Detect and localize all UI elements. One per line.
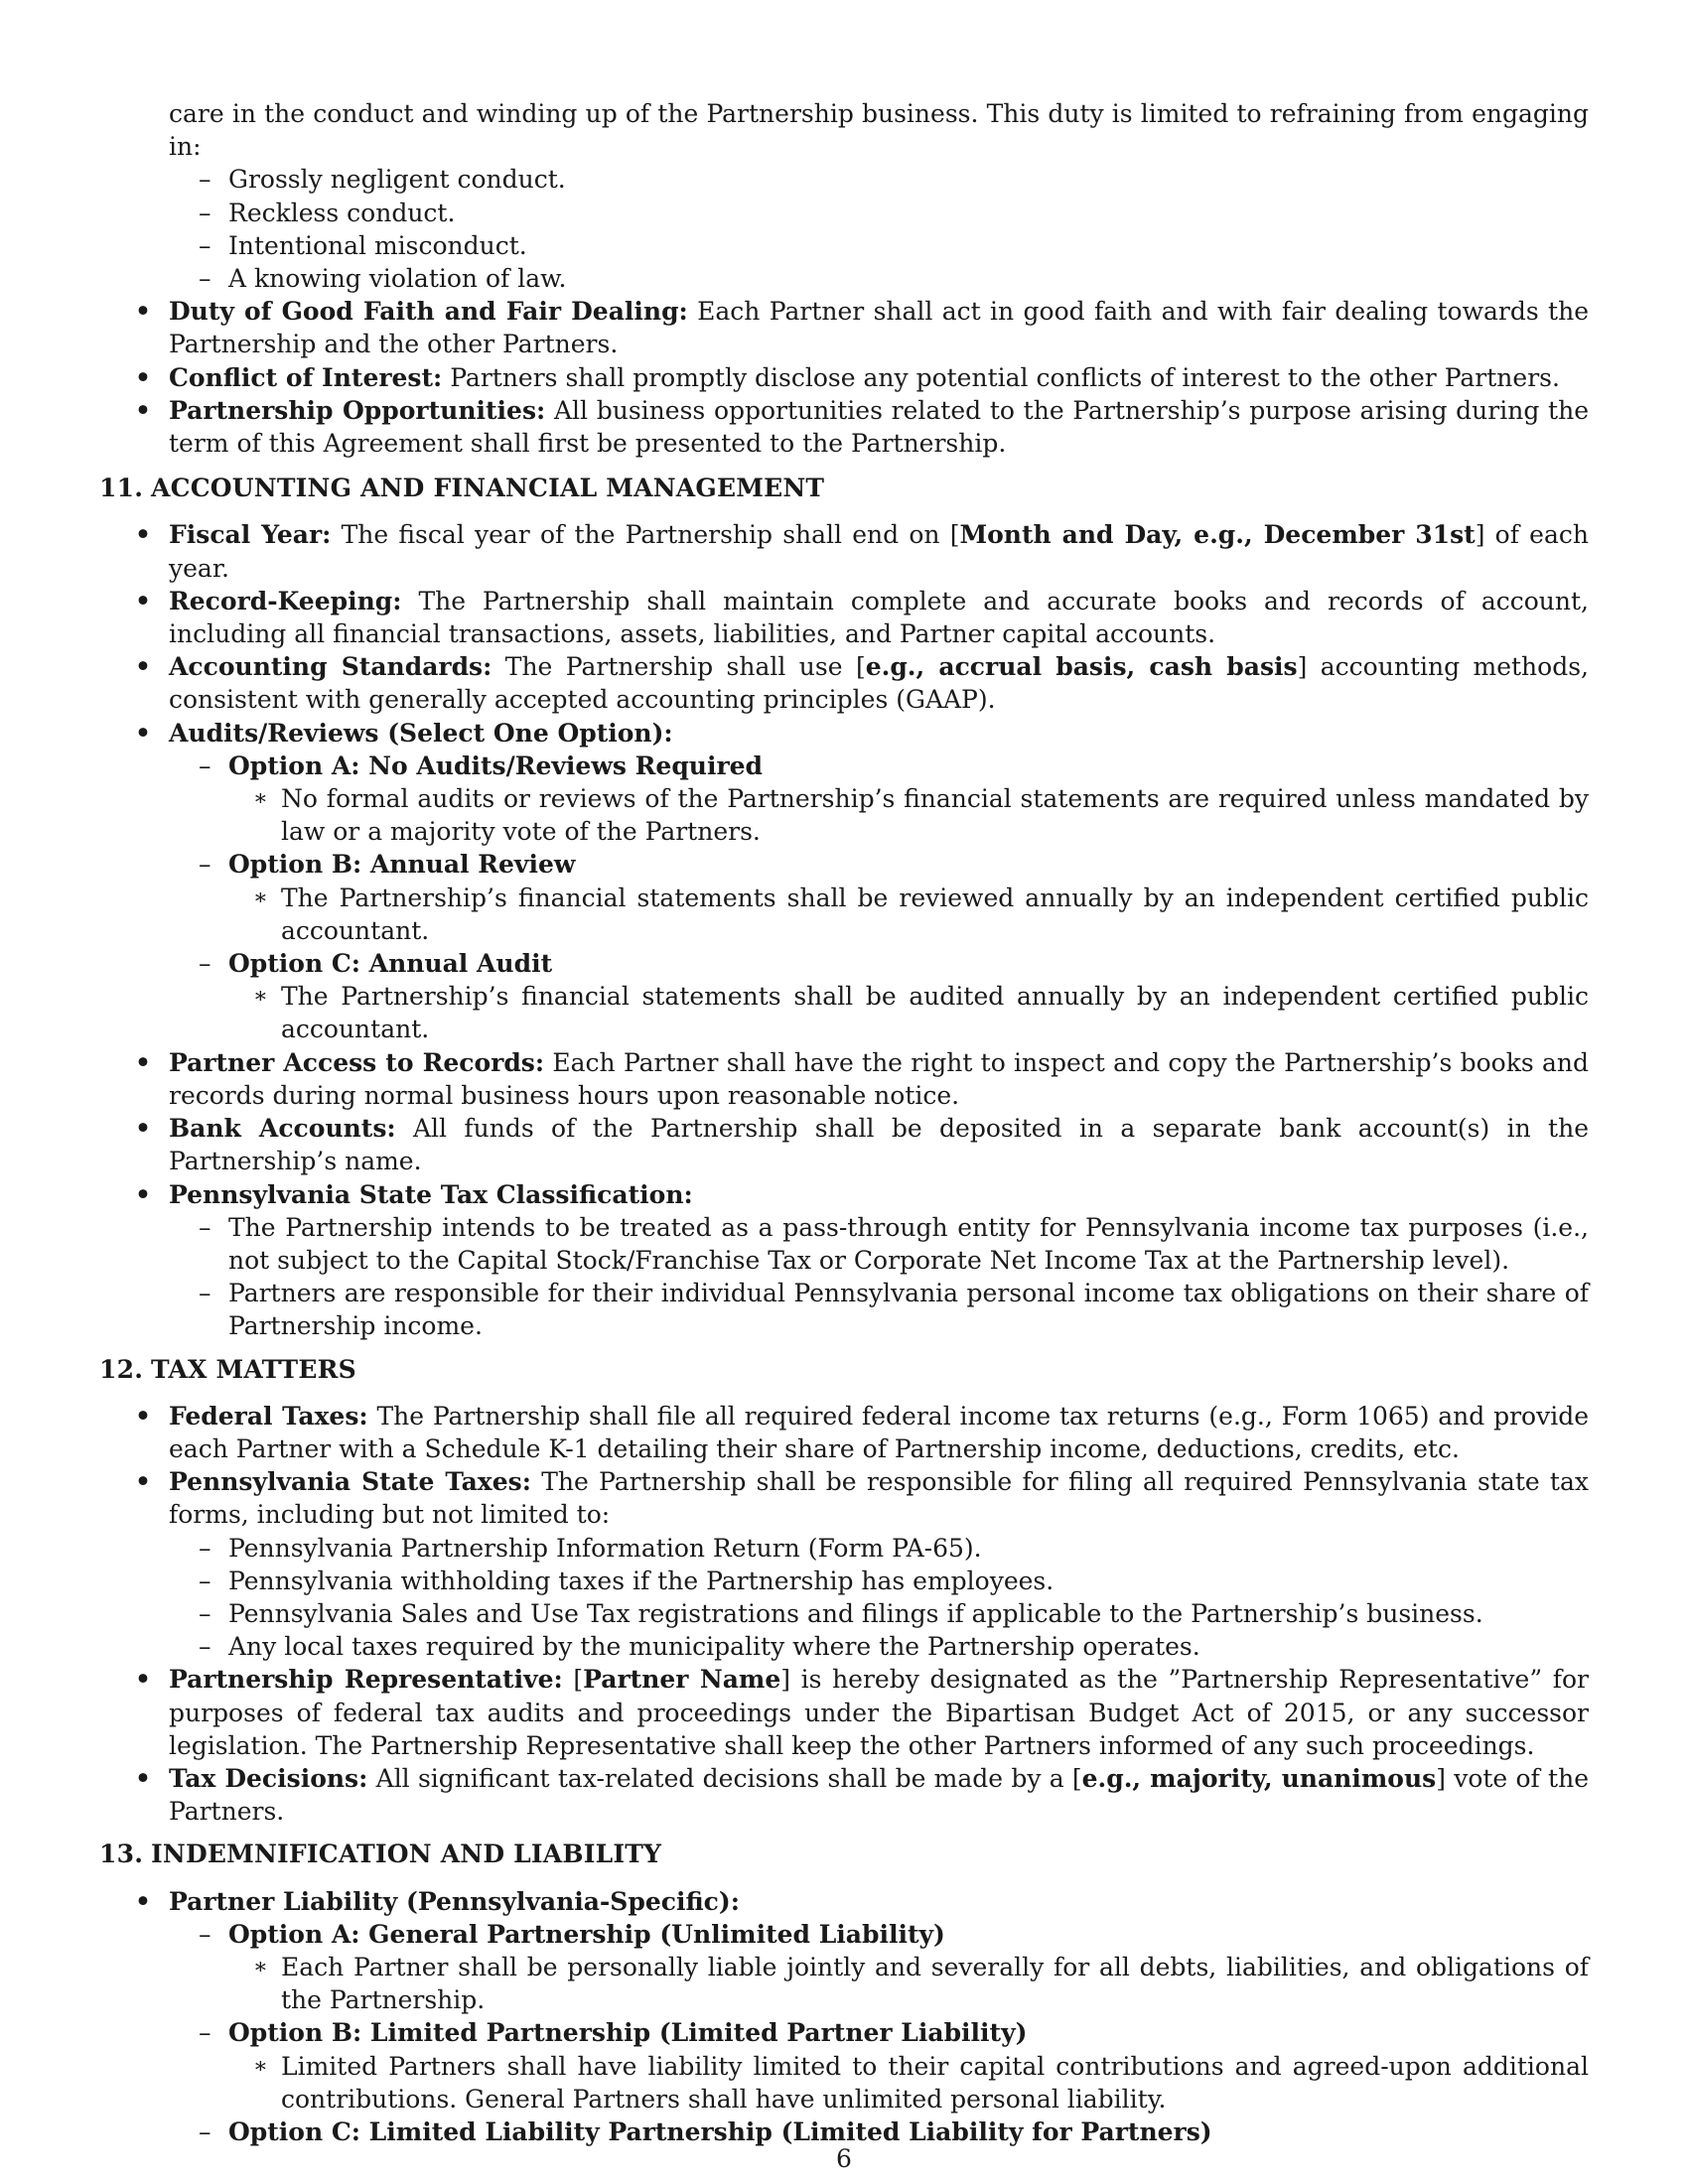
bullet-item: • Duty of Good Faith and Fair Dealing: Each Partner shall act in good faith and with fair dealing towards the Partnership and the other Partners. [135,297,1589,359]
bullet-marker: • [135,1665,151,1695]
bullet-item: • Partner Access to Records: Each Partner shall have the right to inspect and copy the Partnership’s books and records during normal business hours upon reasonable notice. [135,1047,1589,1110]
bullet-item: • Fiscal Year: The fiscal year of the Partnership shall end on [Month and Day, e.g., December 31st] of each year. [135,520,1589,583]
page-number: 6 [836,2144,852,2173]
bullet-item: • Pennsylvania State Taxes: The Partnership shall be responsible for filing all required Pennsylvania state tax forms, including but not limited to: [135,1467,1589,1530]
dash-marker: – [199,949,211,979]
bullet-marker: • [135,297,151,327]
list-item: – The Partnership intends to be treated as a pass-through entity for Pennsylvania income tax purposes (i.e., not subject to the Capital Stock/Franchise Tax or Corporate Net Income Tax at the Partnership level). [199,1212,1589,1275]
dash-marker: – [199,165,211,195]
bullet-marker: • [135,1114,151,1144]
dash-marker: – [199,751,211,780]
list-item: – Any local taxes required by the municipality where the Partnership operates. [228,1630,1589,1663]
dash-marker: – [199,1279,211,1308]
sub-option-item: ∗ The Partnership’s financial statements shall be reviewed annually by an independent certified public accountant. [253,883,1589,945]
dash-marker: – [199,1632,211,1662]
section-heading-12: 12. TAX MATTERS [99,1354,356,1384]
section-heading-13: 13. INDEMNIFICATION AND LIABILITY [99,1840,662,1869]
list-item: – Reckless conduct. [228,197,1589,229]
dash-marker: – [199,1212,211,1242]
bullet-item: • Record-Keeping: The Partnership shall maintain complete and accurate books and records of account, including all financial transactions, assets, liabilities, and Partner capital accounts. [135,586,1589,649]
bullet-item: • Tax Decisions: All significant tax-related decisions shall be made by a [e.g., majority, unanimous] vote of the Partners. [135,1763,1589,1827]
bullet-marker: • [135,362,151,392]
list-item: – Pennsylvania Partnership Information Return (Form PA-65). [228,1532,1589,1565]
dash-marker: – [199,198,211,227]
bullet-marker: • [135,652,151,682]
asterisk-marker: ∗ [253,1954,268,1979]
asterisk-marker: ∗ [253,2053,268,2079]
bullet-marker: • [135,520,151,550]
intro-paragraph: care in the conduct and winding up of the Partnership business. This duty is limited to refraining from engaging in: [169,99,1589,162]
bullet-marker: • [135,1179,151,1209]
dash-marker: – [199,850,211,880]
bullet-item: • Partnership Opportunities: All business opportunities related to the Partnership’s purpose arising during the term of this Agreement shall first be presented to the Partnership. [135,395,1589,459]
bullet-item: • Pennsylvania State Tax Classification: [169,1178,1589,1211]
option-item: – Option A: No Audits/Reviews Required [228,750,1589,782]
sub-option-item: ∗ Each Partner shall be personally liable jointly and severally for all debts, liabilities, and obligations of the Partnership. [253,1952,1589,2015]
dash-marker: – [199,1566,211,1595]
option-item: – Option C: Limited Liability Partnership (Limited Liability for Partners) [228,2116,1589,2148]
bullet-marker: • [135,1763,151,1793]
asterisk-marker: ∗ [253,885,268,910]
dash-marker: – [199,1919,211,1949]
bullet-item: • Accounting Standards: The Partnership shall use [e.g., accrual basis, cash basis] accounting methods, consistent with generally accepted accounting principles (GAAP). [135,652,1589,715]
bullet-marker: • [135,1047,151,1077]
bullet-marker: • [135,586,151,615]
asterisk-marker: ∗ [253,984,268,1010]
dash-marker: – [199,1598,211,1628]
bullet-item: • Audits/Reviews (Select One Option): [169,717,1589,750]
asterisk-marker: ∗ [253,786,268,812]
option-item: – Option C: Annual Audit [228,947,1589,980]
dash-marker: – [199,1533,211,1563]
list-item: – Partners are responsible for their individual Pennsylvania personal income tax obligations on their share of Partnership income. [199,1279,1589,1341]
option-item: – Option A: General Partnership (Unlimited Liability) [228,1918,1589,1951]
bullet-marker: • [135,1401,151,1431]
list-item: – Pennsylvania withholding taxes if the Partnership has employees. [228,1565,1589,1597]
option-item: – Option B: Annual Review [228,848,1589,881]
sub-option-item: ∗ No formal audits or reviews of the Partnership’s financial statements are required unless mandated by law or a majority vote of the Partners. [253,784,1589,847]
bullet-marker: • [135,1886,151,1916]
document-page [99,97,1589,2148]
sub-option-item: ∗ The Partnership’s financial statements shall be audited annually by an independent certified public accountant. [253,982,1589,1044]
dash-marker: – [199,264,211,294]
bullet-marker: • [135,395,151,425]
bullet-marker: • [135,1467,151,1497]
sub-option-item: ∗ Limited Partners shall have liability limited to their capital contributions and agreed-upon additional contributions. General Partners shall have unlimited personal liability. [253,2051,1589,2114]
bullet-item: • Conflict of Interest: Partners shall promptly disclose any potential conflicts of interest to the other Partners. [169,361,1589,394]
option-item: – Option B: Limited Partnership (Limited Partner Liability) [228,2016,1589,2049]
section-heading-11: 11. ACCOUNTING AND FINANCIAL MANAGEMENT [99,474,825,503]
dash-marker: – [199,2018,211,2048]
bullet-item: • Federal Taxes: The Partnership shall file all required federal income tax returns (e.g., Form 1065) and provide each Partner with a Schedule K-1 detailing their share of Partnership income, deductions, credits, etc. [135,1401,1589,1463]
bullet-item: • Partner Liability (Pennsylvania-Specific): [169,1885,1589,1918]
list-item: – Grossly negligent conduct. [228,163,1589,196]
list-item: – Pennsylvania Sales and Use Tax registrations and filings if applicable to the Partnership’s business. [228,1597,1589,1630]
bullet-item: • Partnership Representative: [Partner Name] is hereby designated as the ”Partnership Representative” for purposes of federal tax audits and proceedings under the Bipartisan Budget Act of 2015, or any successor legislation. The Partnership Representative shall keep the other Partners informed of any such proceedings. [135,1665,1589,1760]
bullet-marker: • [135,718,151,748]
list-item: – Intentional misconduct. [228,229,1589,262]
bullet-item: • Bank Accounts: All funds of the Partnership shall be deposited in a separate bank account(s) in the Partnership’s name. [135,1114,1589,1176]
list-item: – A knowing violation of law. [228,262,1589,295]
dash-marker: – [199,2116,211,2146]
dash-marker: – [199,230,211,260]
